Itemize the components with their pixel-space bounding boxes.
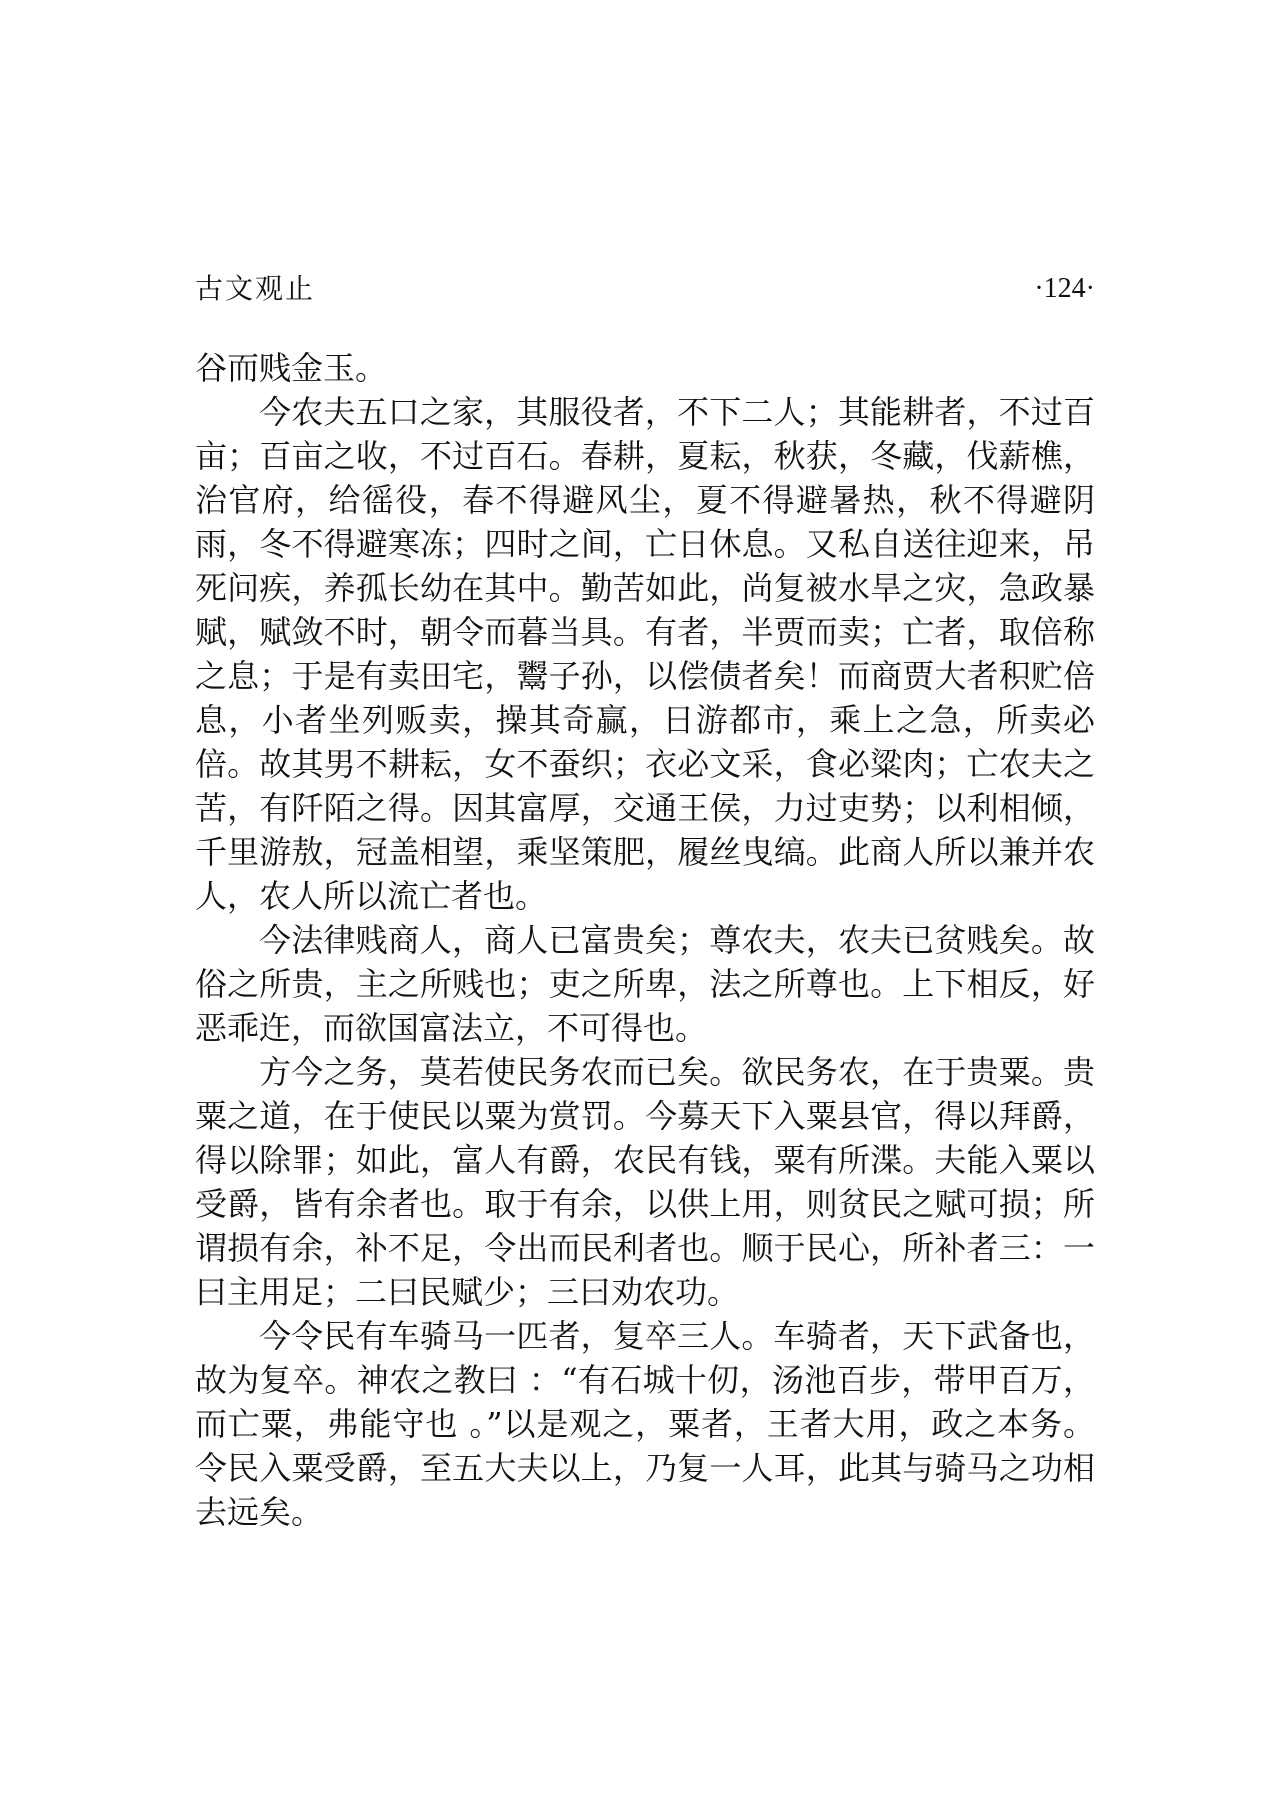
paragraph: 今法律贱商人，商人已富贵矣；尊农夫，农夫已贫贱矣。故俗之所贵，主之所贱也；吏之所卑，法之所尊也。上下相反，好恶乖迕，而欲国富法立，不可得也。 <box>195 921 1095 1047</box>
body-text <box>195 346 1095 1534</box>
paragraph: 方今之务，莫若使民务农而已矣。欲民务农，在于贵粟。贵粟之道，在于使民以粟为赏罚。今募天下入粟县官，得以拜爵，得以除罪；如此，富人有爵，农民有钱，粟有所渫。夫能入粟以受爵，皆有余者也。取于有余，以供上用，则贫民之赋可损；所谓损有余，补不足，令出而民利者也。顺于民心，所补者三：一曰主用足；二曰民赋少；三曰劝农功。 <box>195 1053 1095 1311</box>
running-header <box>195 268 1095 310</box>
paragraph: 今令民有车骑马一匹者，复卒三人。车骑者，天下武备也，故为复卒。神农之教曰 ：“有石城十仞，汤池百步，带甲百万，而亡粟，弗能守也 。”以是观之，粟者，王者大用，政之本务。令民入粟受爵，至五大夫以上，乃复一人耳，此其与骑马之功相去远矣。 <box>195 1317 1095 1531</box>
paragraph: 今农夫五口之家，其服役者，不下二人；其能耕者，不过百亩；百亩之收，不过百石。春耕，夏耘，秋获，冬藏，伐薪樵，治官府，给徭役，春不得避风尘，夏不得避暑热，秋不得避阴雨，冬不得避寒冻；四时之间，亡日休息。又私自送往迎来，吊死问疾，养孤长幼在其中。勤苦如此，尚复被水旱之灾，急政暴赋，赋敛不时，朝令而暮当具。有者，半贾而卖；亡者，取倍称之息；于是有卖田宅，鬻子孙，以偿债者矣！而商贾大者积贮倍息，小者坐列贩卖，操其奇赢，日游都市，乘上之急，所卖必倍。故其男不耕耘，女不蚕织；衣必文采，食必粱肉；亡农夫之苦，有阡陌之得。因其富厚，交通王侯，力过吏势；以利相倾，千里游敖，冠盖相望，乘坚策肥，履丝曳缟。此商人所以兼并农人，农人所以流亡者也。 <box>195 393 1095 915</box>
book-title: 古文观止 <box>195 272 316 305</box>
page-number: ·124· <box>1034 273 1095 304</box>
paragraph-continued: 谷而贱金玉。 <box>195 349 388 387</box>
